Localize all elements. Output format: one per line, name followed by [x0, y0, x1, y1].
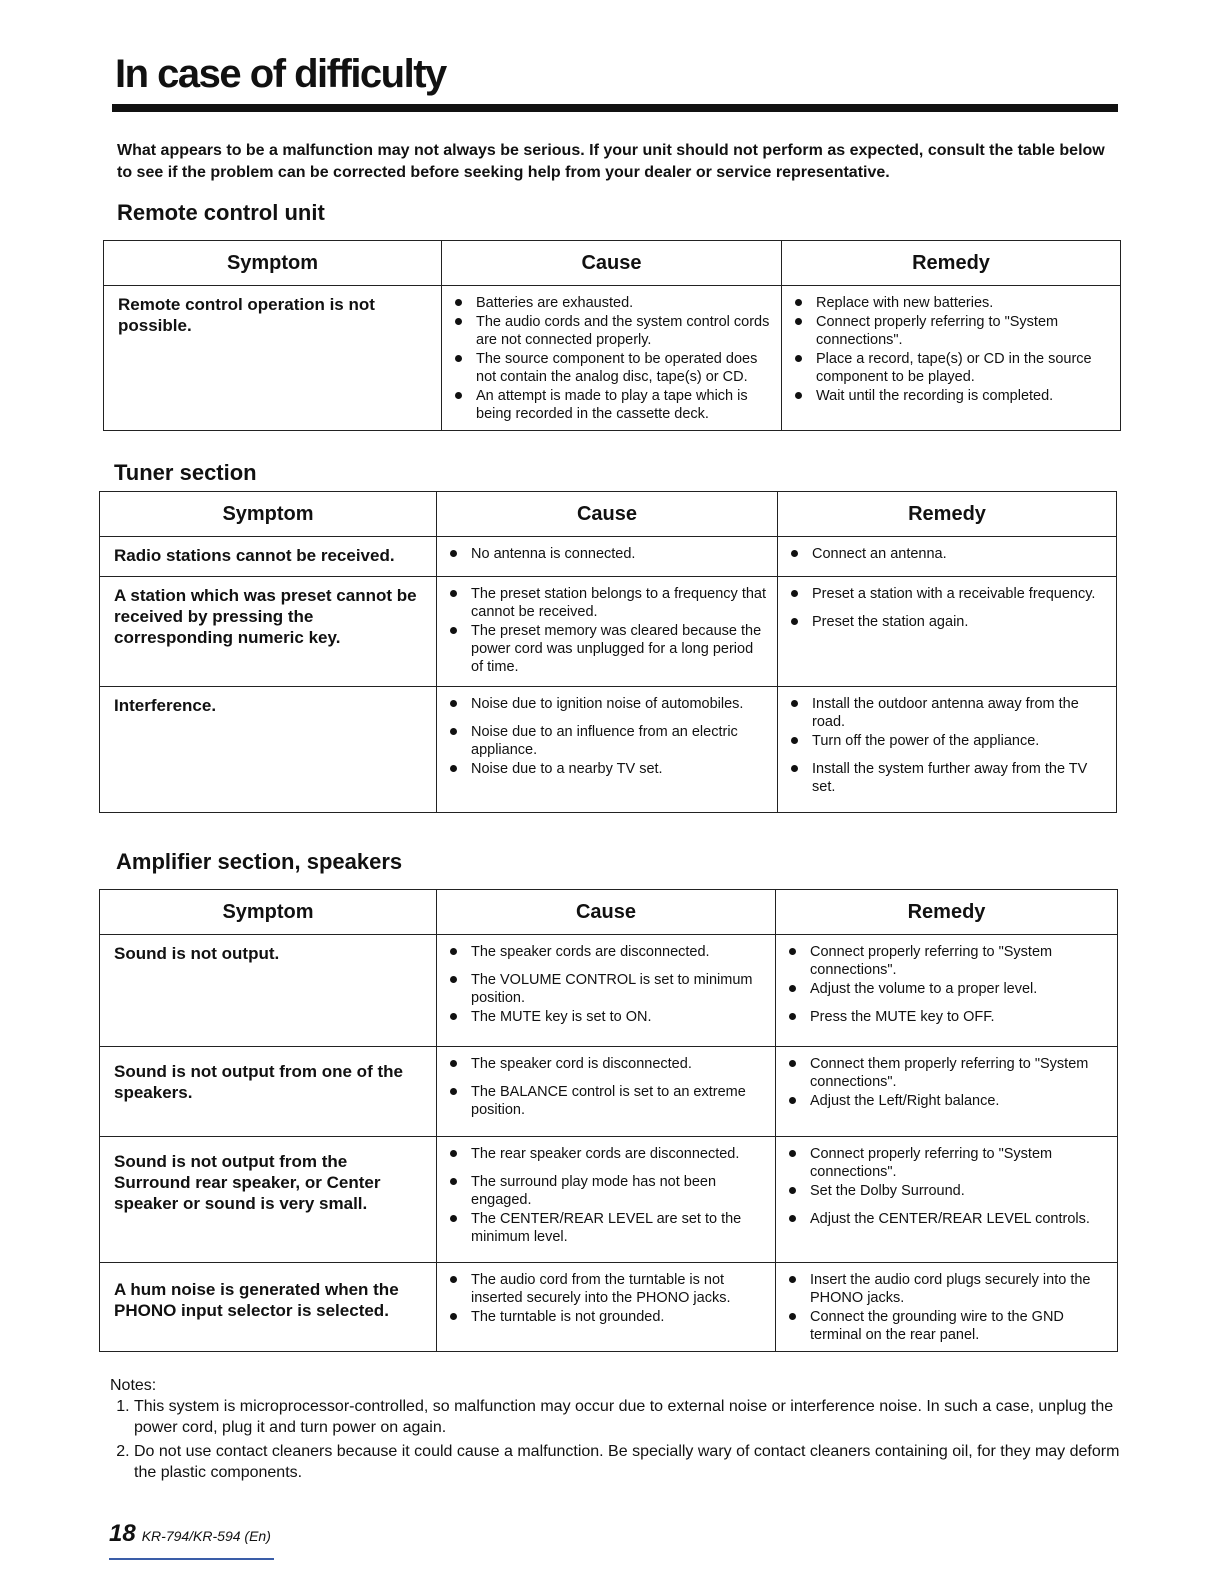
bullet-icon	[450, 1313, 457, 1320]
note-item: 2. Do not use contact cleaners because it could cause a malfunction. Be specially wary of contact cleaners containing oil, for they may deform the plastic components.	[134, 1441, 1120, 1483]
table-header-row	[100, 890, 1118, 935]
symptom-cell: A hum noise is generated when the PHONO input selector is selected.	[100, 1263, 437, 1352]
header-symptom: Symptom	[100, 492, 437, 537]
symptom-cell: Interference.	[100, 687, 437, 813]
remedy-cell	[778, 577, 1117, 687]
cause-item: Noise due to ignition noise of automobiles.	[445, 695, 769, 713]
bullet-icon	[789, 1187, 796, 1194]
cause-item: The VOLUME CONTROL is set to minimum position.	[445, 971, 767, 1007]
header-cause: Cause	[437, 492, 778, 537]
bullet-icon	[455, 355, 462, 362]
cause-cell	[437, 577, 778, 687]
amplifier-table	[99, 889, 1118, 1352]
remedy-item: Insert the audio cord plugs securely into the PHONO jacks.	[784, 1271, 1109, 1307]
intro-text: What appears to be a malfunction may not always be serious. If your unit should not perform as expected, consult the table below to see if the problem can be corrected before seeking help from your dealer or service representative.	[117, 142, 1105, 181]
bullet-icon	[789, 985, 796, 992]
bullet-icon	[450, 765, 457, 772]
cause-cell	[437, 1137, 776, 1263]
cause-item: The audio cords and the system control cords are not connected properly.	[450, 313, 773, 349]
symptom-cell: Remote control operation is not possible.	[104, 286, 442, 431]
cause-item: The source component to be operated does not contain the analog disc, tape(s) or CD.	[450, 350, 773, 386]
bullet-icon	[455, 299, 462, 306]
footer-line	[109, 1558, 274, 1560]
cause-cell	[437, 1263, 776, 1352]
remedy-item: Place a record, tape(s) or CD in the source component to be played.	[790, 350, 1112, 386]
notes-list	[110, 1396, 1120, 1483]
cause-item: The audio cord from the turntable is not inserted securely into the PHONO jacks.	[445, 1271, 767, 1307]
remedy-item: Set the Dolby Surround.	[784, 1182, 1109, 1200]
remedy-cell	[776, 1263, 1118, 1352]
bullet-icon	[789, 1276, 796, 1283]
header-symptom: Symptom	[104, 241, 442, 286]
remedy-item: Press the MUTE key to OFF.	[784, 1008, 1109, 1026]
page-title: In case of difficulty	[115, 52, 446, 96]
symptom-cell: Radio stations cannot be received.	[100, 537, 437, 577]
bullet-icon	[455, 318, 462, 325]
remedy-item: Connect properly referring to "System connections".	[784, 943, 1109, 979]
cause-item: No antenna is connected.	[445, 545, 769, 563]
cause-cell	[437, 687, 778, 813]
table-row	[100, 687, 1117, 813]
section-heading-remote: Remote control unit	[117, 200, 325, 225]
cause-item: The speaker cord is disconnected.	[445, 1055, 767, 1073]
bullet-icon	[450, 1276, 457, 1283]
table-row	[104, 286, 1121, 431]
page-number: 18	[109, 1520, 136, 1547]
cause-item: Noise due to an influence from an electric appliance.	[445, 723, 769, 759]
remedy-item: Replace with new batteries.	[790, 294, 1112, 312]
cause-item: An attempt is made to play a tape which is being recorded in the cassette deck.	[450, 387, 773, 423]
bullet-icon	[791, 700, 798, 707]
remedy-item: Connect an antenna.	[786, 545, 1108, 563]
table-row	[100, 537, 1117, 577]
bullet-icon	[791, 765, 798, 772]
bullet-icon	[789, 948, 796, 955]
table-header-row	[104, 241, 1121, 286]
model-label: KR-794/KR-594 (En)	[141, 1528, 271, 1544]
table-row	[100, 935, 1118, 1047]
symptom-cell: Sound is not output.	[100, 935, 437, 1047]
bullet-icon	[455, 392, 462, 399]
cause-item: Batteries are exhausted.	[450, 294, 773, 312]
bullet-icon	[795, 318, 802, 325]
remedy-item: Connect them properly referring to "System connections".	[784, 1055, 1109, 1091]
remedy-cell	[776, 1047, 1118, 1137]
cause-item: The BALANCE control is set to an extreme position.	[445, 1083, 767, 1119]
bullet-icon	[450, 1060, 457, 1067]
remedy-item: Preset a station with a receivable frequency.	[786, 585, 1108, 603]
remedy-cell	[778, 687, 1117, 813]
page-footer	[109, 1520, 271, 1548]
remedy-item: Turn off the power of the appliance.	[786, 732, 1108, 750]
section-heading-tuner: Tuner section	[114, 460, 257, 485]
bullet-icon	[795, 355, 802, 362]
bullet-icon	[789, 1097, 796, 1104]
header-remedy: Remedy	[776, 890, 1118, 935]
remedy-item: Wait until the recording is completed.	[790, 387, 1112, 405]
bullet-icon	[791, 590, 798, 597]
bullet-icon	[789, 1313, 796, 1320]
header-remedy: Remedy	[782, 241, 1121, 286]
notes-label: Notes:	[110, 1377, 157, 1394]
remedy-item: Connect properly referring to "System connections".	[784, 1145, 1109, 1181]
bullet-icon	[450, 550, 457, 557]
cause-item: The rear speaker cords are disconnected.	[445, 1145, 767, 1163]
cause-item: The surround play mode has not been engaged.	[445, 1173, 767, 1209]
title-rule	[112, 104, 1118, 112]
note-item: 1. This system is microprocessor-controlled, so malfunction may occur due to external noise or interference noise. In such a case, unplug the power cord, plug it and turn power on again.	[134, 1396, 1120, 1438]
remedy-item: Adjust the CENTER/REAR LEVEL controls.	[784, 1210, 1109, 1228]
cause-cell	[437, 537, 778, 577]
bullet-icon	[791, 737, 798, 744]
cause-item: The turntable is not grounded.	[445, 1308, 767, 1326]
remedy-item: Install the system further away from the TV set.	[786, 760, 1108, 796]
cause-cell	[437, 935, 776, 1047]
header-remedy: Remedy	[778, 492, 1117, 537]
header-cause: Cause	[437, 890, 776, 935]
bullet-icon	[450, 590, 457, 597]
cause-cell	[437, 1047, 776, 1137]
symptom-cell: Sound is not output from the Surround rear speaker, or Center speaker or sound is very small.	[100, 1137, 437, 1263]
bullet-icon	[791, 550, 798, 557]
bullet-icon	[450, 627, 457, 634]
cause-cell	[442, 286, 782, 431]
remedy-cell	[778, 537, 1117, 577]
bullet-icon	[789, 1060, 796, 1067]
remedy-item: Connect properly referring to "System connections".	[790, 313, 1112, 349]
symptom-cell: A station which was preset cannot be received by pressing the corresponding numeric key.	[100, 577, 437, 687]
remedy-item: Install the outdoor antenna away from the road.	[786, 695, 1108, 731]
cause-item: The CENTER/REAR LEVEL are set to the minimum level.	[445, 1210, 767, 1246]
table-row	[100, 577, 1117, 687]
notes	[110, 1375, 1120, 1486]
table-header-row	[100, 492, 1117, 537]
bullet-icon	[450, 1215, 457, 1222]
bullet-icon	[450, 976, 457, 983]
remedy-item: Adjust the volume to a proper level.	[784, 980, 1109, 998]
bullet-icon	[789, 1215, 796, 1222]
remedy-cell	[776, 935, 1118, 1047]
remedy-cell	[776, 1137, 1118, 1263]
header-cause: Cause	[442, 241, 782, 286]
remedy-cell	[782, 286, 1121, 431]
bullet-icon	[789, 1013, 796, 1020]
cause-item: The speaker cords are disconnected.	[445, 943, 767, 961]
bullet-icon	[450, 1178, 457, 1185]
cause-item: Noise due to a nearby TV set.	[445, 760, 769, 778]
cause-item: The preset memory was cleared because the power cord was unplugged for a long period of time.	[445, 622, 769, 676]
cause-item: The preset station belongs to a frequency that cannot be received.	[445, 585, 769, 621]
bullet-icon	[450, 1088, 457, 1095]
bullet-icon	[450, 728, 457, 735]
bullet-icon	[450, 1013, 457, 1020]
bullet-icon	[795, 299, 802, 306]
bullet-icon	[789, 1150, 796, 1157]
remedy-item: Connect the grounding wire to the GND terminal on the rear panel.	[784, 1308, 1109, 1344]
section-heading-amplifier: Amplifier section, speakers	[116, 849, 403, 874]
table-row	[100, 1137, 1118, 1263]
header-symptom: Symptom	[100, 890, 437, 935]
tuner-table	[99, 491, 1117, 813]
remedy-item: Adjust the Left/Right balance.	[784, 1092, 1109, 1110]
table-row	[100, 1047, 1118, 1137]
symptom-cell: Sound is not output from one of the speakers.	[100, 1047, 437, 1137]
cause-item: The MUTE key is set to ON.	[445, 1008, 767, 1026]
bullet-icon	[450, 700, 457, 707]
table-row	[100, 1263, 1118, 1352]
bullet-icon	[450, 948, 457, 955]
bullet-icon	[791, 618, 798, 625]
remedy-item: Preset the station again.	[786, 613, 1108, 631]
bullet-icon	[450, 1150, 457, 1157]
bullet-icon	[795, 392, 802, 399]
remote-control-table	[103, 240, 1121, 431]
